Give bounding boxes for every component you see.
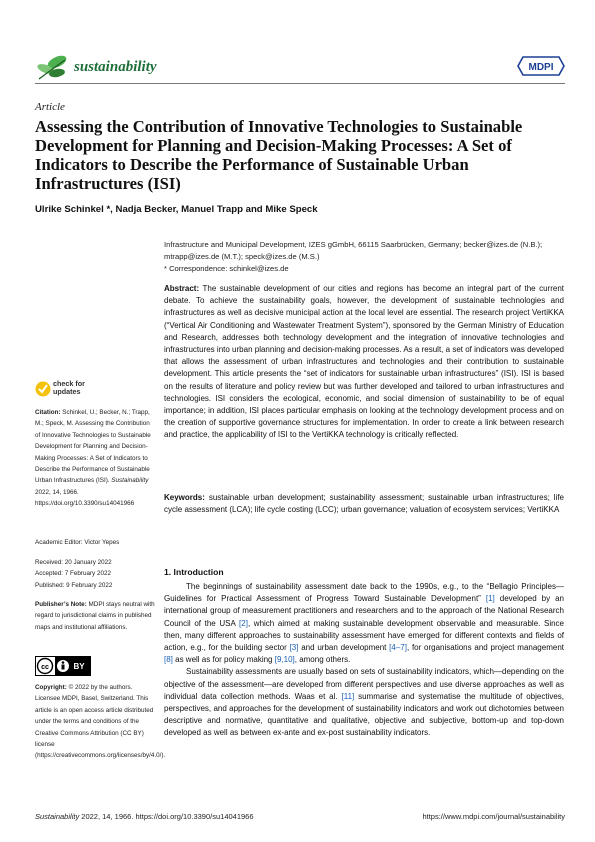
- intro-text: developed by an international group of measurement practitioners and researchers and to the approach of the National Research Council of the USA: [164, 594, 565, 628]
- mdpi-logo-icon[interactable]: [517, 56, 565, 76]
- intro-text: , for organisations and project management: [406, 643, 564, 653]
- citation-doi[interactable]: 2022, 14, 1966. https://doi.org/10.3390/su14041966: [35, 488, 135, 508]
- reference-link[interactable]: [4–7]: [389, 643, 407, 653]
- check-for-updates-icon[interactable]: [35, 380, 51, 398]
- by-label: BY: [73, 662, 85, 671]
- citation-journal: Sustainability: [111, 477, 149, 485]
- cc-label: cc: [41, 664, 49, 671]
- header-divider: [35, 83, 565, 84]
- keywords-text: sustainable urban development; sustainability assessment; sustainable urban infrastructures; life cycle assessment (LCA); life cycle costing (LCC); urban governance; valuation of ecosystem services; VertiKKA: [164, 493, 564, 515]
- section-heading-introduction: 1. Introduction: [164, 567, 224, 577]
- intro-text: Sustainability assessments are usually based on sets of sustainability indicators, which—depending on the objective of the assessment—are developed from different perspectives and use diverse approaches as well as individual data collection methods. Waas et al.: [164, 667, 564, 701]
- footer-citation: [35, 812, 254, 821]
- check-updates-line-1: check for: [53, 379, 85, 388]
- citation-text: Schinkel, U.; Becker, N.; Trapp, M.; Speck, M. Assessing the Contribution of Innovative Technologies to Sustainable Development for Planning and Decision-Making Processes: A Set of Indicators to Describe the Performance of Sustainable Urban Infrastructures (ISI).: [35, 409, 151, 485]
- keywords-label: Keywords:: [164, 493, 205, 502]
- affiliation-line-2: mtrapp@izes.de (M.T.); speck@izes.de (M.S.): [164, 252, 320, 261]
- mdpi-logo-text: MDPI: [528, 62, 554, 73]
- footer-citation-text[interactable]: 2022, 14, 1966. https://doi.org/10.3390/su14041966: [79, 812, 254, 821]
- intro-text: summarise and systematise the multitude of objectives, perspectives, and approaches for the development of sustainability indicators and work out dichotomies between descriptive and normative, quantitative and qualitative, objective and subjective, bottom-up and top-down developed as well as between ex-ante and ex-post sustainability indicators.: [164, 691, 565, 738]
- intro-text: , among others.: [294, 655, 351, 665]
- intro-text: , which aimed at making sustainable development observable and measurable. Since then, many different approaches to sustainability assessment have emerged for different contexts and fields of action, e.g., for the building sector: [164, 618, 565, 653]
- publisher-note: [35, 599, 155, 633]
- abstract-text: The sustainable development of our cities and regions has become an integral part of the current debate. To achieve the sustainability goals, however, the development of sustainable technologies and infrastructures as well as decisive municipal action at the local level are essential. The research project VertiKKA (“Vertical Air Conditioning and Wastewater Treatment System”), sponsored by the German Ministry of Education and Research, addresses both technology development and the integration of innovative technologies and infrastructures into urban planning and decision-making processes. As a result, a set of indicators was developed that allows the assessment of urban infrastructures and technologies and their contribution to sustainable development. This article presents the “set of indicators for sustainable urban infrastructures” (ISI). ISI is based on the results of literature and policy review but was further developed and tailored to urban infrastructures and technologies. ISI considers the ecological, economic, and social dimension of sustainability to be of equal importance; in addition, ISI places particular emphasis on looking at the technology development process and on the creation of supportive governance structures for implementation. In order to create a link between research and practice, the applicability of ISI to the VertiKKA technology is critically reflected.: [164, 284, 564, 440]
- keywords: [164, 492, 564, 516]
- abstract-label: Abstract:: [164, 284, 200, 293]
- published-date: Published: 9 February 2022: [35, 581, 113, 589]
- introduction-body: [164, 581, 564, 740]
- publisher-note-label: Publisher’s Note:: [35, 601, 87, 608]
- article-type: Article: [35, 101, 65, 113]
- reference-link[interactable]: [1]: [485, 594, 495, 604]
- citation-label: Citation:: [35, 409, 61, 416]
- affiliation: [164, 239, 564, 275]
- footer-journal: Sustainability: [35, 812, 80, 821]
- footer-journal-url[interactable]: https://www.mdpi.com/journal/sustainability: [422, 812, 565, 821]
- accepted-date: Accepted: 7 February 2022: [35, 570, 111, 578]
- check-updates-line-2: updates: [53, 387, 81, 396]
- reference-link[interactable]: [11]: [341, 691, 355, 701]
- reference-link[interactable]: [8]: [164, 655, 173, 665]
- cc-by-license-icon[interactable]: [35, 656, 91, 676]
- intro-text: and urban development: [298, 643, 390, 653]
- reference-link[interactable]: [9,10]: [274, 655, 295, 665]
- journal-name[interactable]: sustainability: [74, 59, 157, 75]
- copyright-label: Copyright:: [35, 684, 67, 691]
- publisher-note-text: MDPI stays neutral with regard to jurisdictional claims in published maps and institutional affiliations.: [35, 601, 155, 631]
- journal-leaf-logo-icon: [35, 52, 69, 82]
- citation: [35, 407, 155, 510]
- correspondence: * Correspondence: schinkel@izes.de: [164, 264, 289, 273]
- author-list: Ulrike Schinkel *, Nadja Becker, Manuel Trapp and Mike Speck: [35, 204, 318, 215]
- page-footer: [35, 812, 565, 821]
- publication-dates: [35, 557, 155, 591]
- intro-paragraph-2: [164, 666, 564, 739]
- reference-link[interactable]: [3]: [289, 643, 299, 653]
- academic-editor: Academic Editor: Victor Yepes: [35, 539, 120, 546]
- reference-link[interactable]: [2]: [239, 618, 248, 628]
- copyright-text: © 2022 by the authors. Licensee MDPI, Basel, Switzerland. This article is an open access article distributed under the terms and conditions of the Creative Commons Attribution (CC BY) license (https://creativecommons.org/licenses/by/4.0/).: [35, 684, 166, 760]
- received-date: Received: 20 January 2022: [35, 559, 112, 566]
- article-title: Assessing the Contribution of Innovative Technologies to Sustainable Development for Planning and Decision-Making Processes: A Set of Indicators to Describe the Performance of Sustainable Urban Infrastructures (ISI): [35, 117, 523, 193]
- abstract: [164, 283, 564, 442]
- intro-text: as well as for policy making: [172, 655, 275, 665]
- intro-text: The beginnings of sustainability assessment date back to the 1990s, e.g., to the “Bellagio Principles—Guidelines for Practical Assessment of Progress Toward Sustainable Development”: [164, 582, 564, 604]
- copyright: [35, 682, 166, 762]
- check-for-updates-label[interactable]: [53, 380, 85, 396]
- affiliation-line-1: Infrastructure and Municipal Development, IZES gGmbH, 66115 Saarbrücken, Germany; becker@izes.de (N.B.);: [164, 240, 543, 249]
- intro-paragraph-1: [164, 581, 564, 666]
